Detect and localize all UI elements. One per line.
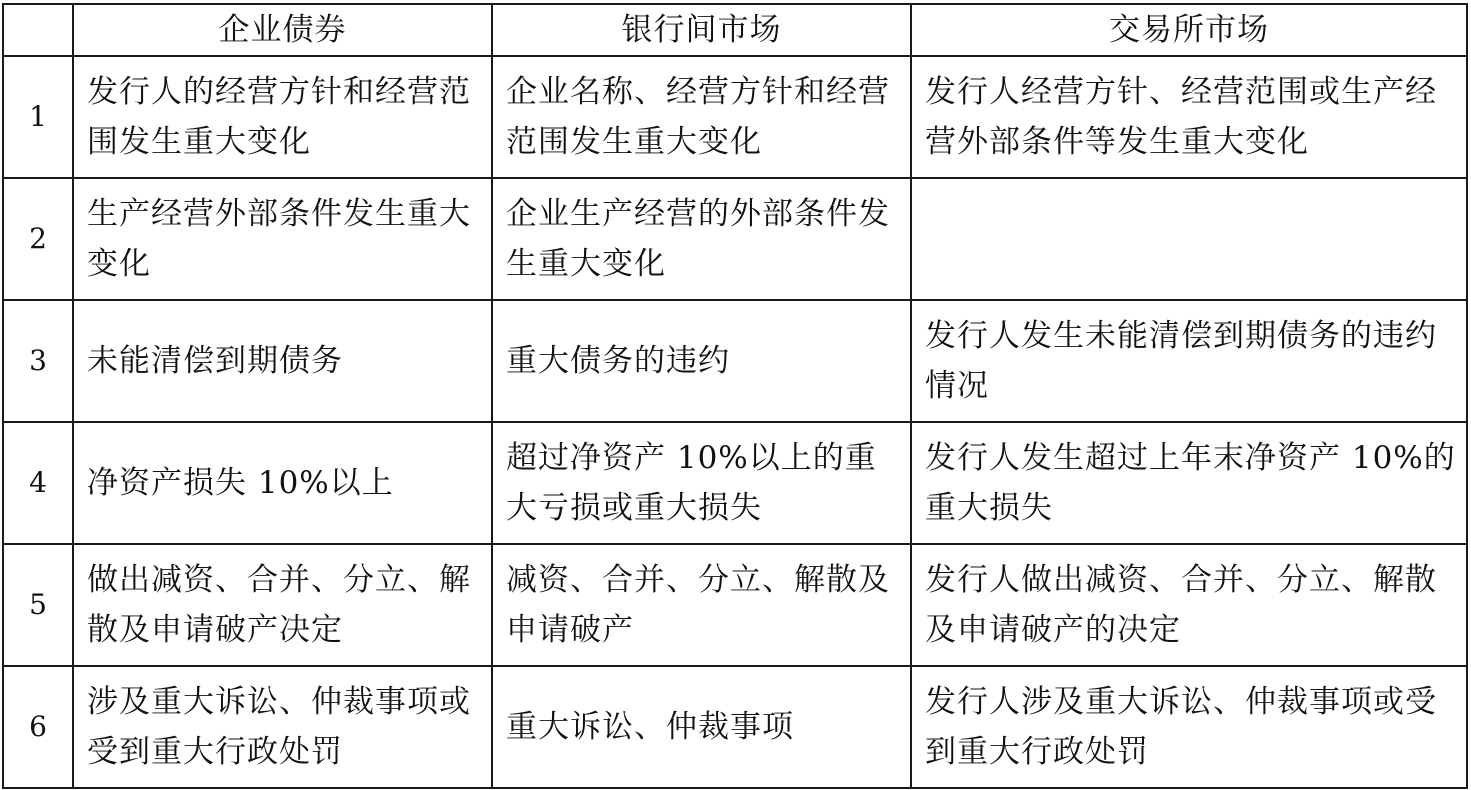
row-number: 2	[3, 178, 73, 300]
cell-exchange-market: 发行人发生超过上年末净资产 10%的重大损失	[911, 422, 1467, 544]
table-row	[3, 178, 1467, 300]
cell-enterprise-bonds: 涉及重大诉讼、仲裁事项或受到重大行政处罚	[73, 666, 492, 788]
cell-exchange-market: 发行人经营方针、经营范围或生产经营外部条件等发生重大变化	[911, 56, 1467, 178]
cell-exchange-market: 发行人涉及重大诉讼、仲裁事项或受到重大行政处罚	[911, 666, 1467, 788]
table-header-row	[3, 4, 1467, 56]
cell-exchange-market: 发行人做出减资、合并、分立、解散及申请破产的决定	[911, 544, 1467, 666]
disclosure-comparison-table	[2, 3, 1468, 789]
table-row	[3, 300, 1467, 422]
table-row	[3, 666, 1467, 788]
table-row	[3, 544, 1467, 666]
cell-enterprise-bonds: 未能清偿到期债务	[73, 300, 492, 422]
cell-interbank-market: 超过净资产 10%以上的重大亏损或重大损失	[492, 422, 911, 544]
row-number: 4	[3, 422, 73, 544]
cell-interbank-market: 企业名称、经营方针和经营范围发生重大变化	[492, 56, 911, 178]
table-row	[3, 56, 1467, 178]
row-number: 5	[3, 544, 73, 666]
cell-enterprise-bonds: 生产经营外部条件发生重大变化	[73, 178, 492, 300]
header-exchange-market: 交易所市场	[911, 4, 1467, 56]
header-interbank-market: 银行间市场	[492, 4, 911, 56]
header-enterprise-bonds: 企业债券	[73, 4, 492, 56]
header-index	[3, 4, 73, 56]
cell-interbank-market: 重大诉讼、仲裁事项	[492, 666, 911, 788]
row-number: 1	[3, 56, 73, 178]
cell-interbank-market: 减资、合并、分立、解散及申请破产	[492, 544, 911, 666]
cell-exchange-market	[911, 178, 1467, 300]
table-row	[3, 422, 1467, 544]
cell-exchange-market: 发行人发生未能清偿到期债务的违约情况	[911, 300, 1467, 422]
cell-enterprise-bonds: 做出减资、合并、分立、解散及申请破产决定	[73, 544, 492, 666]
cell-enterprise-bonds: 发行人的经营方针和经营范围发生重大变化	[73, 56, 492, 178]
row-number: 6	[3, 666, 73, 788]
cell-interbank-market: 企业生产经营的外部条件发生重大变化	[492, 178, 911, 300]
row-number: 3	[3, 300, 73, 422]
cell-enterprise-bonds: 净资产损失 10%以上	[73, 422, 492, 544]
cell-interbank-market: 重大债务的违约	[492, 300, 911, 422]
